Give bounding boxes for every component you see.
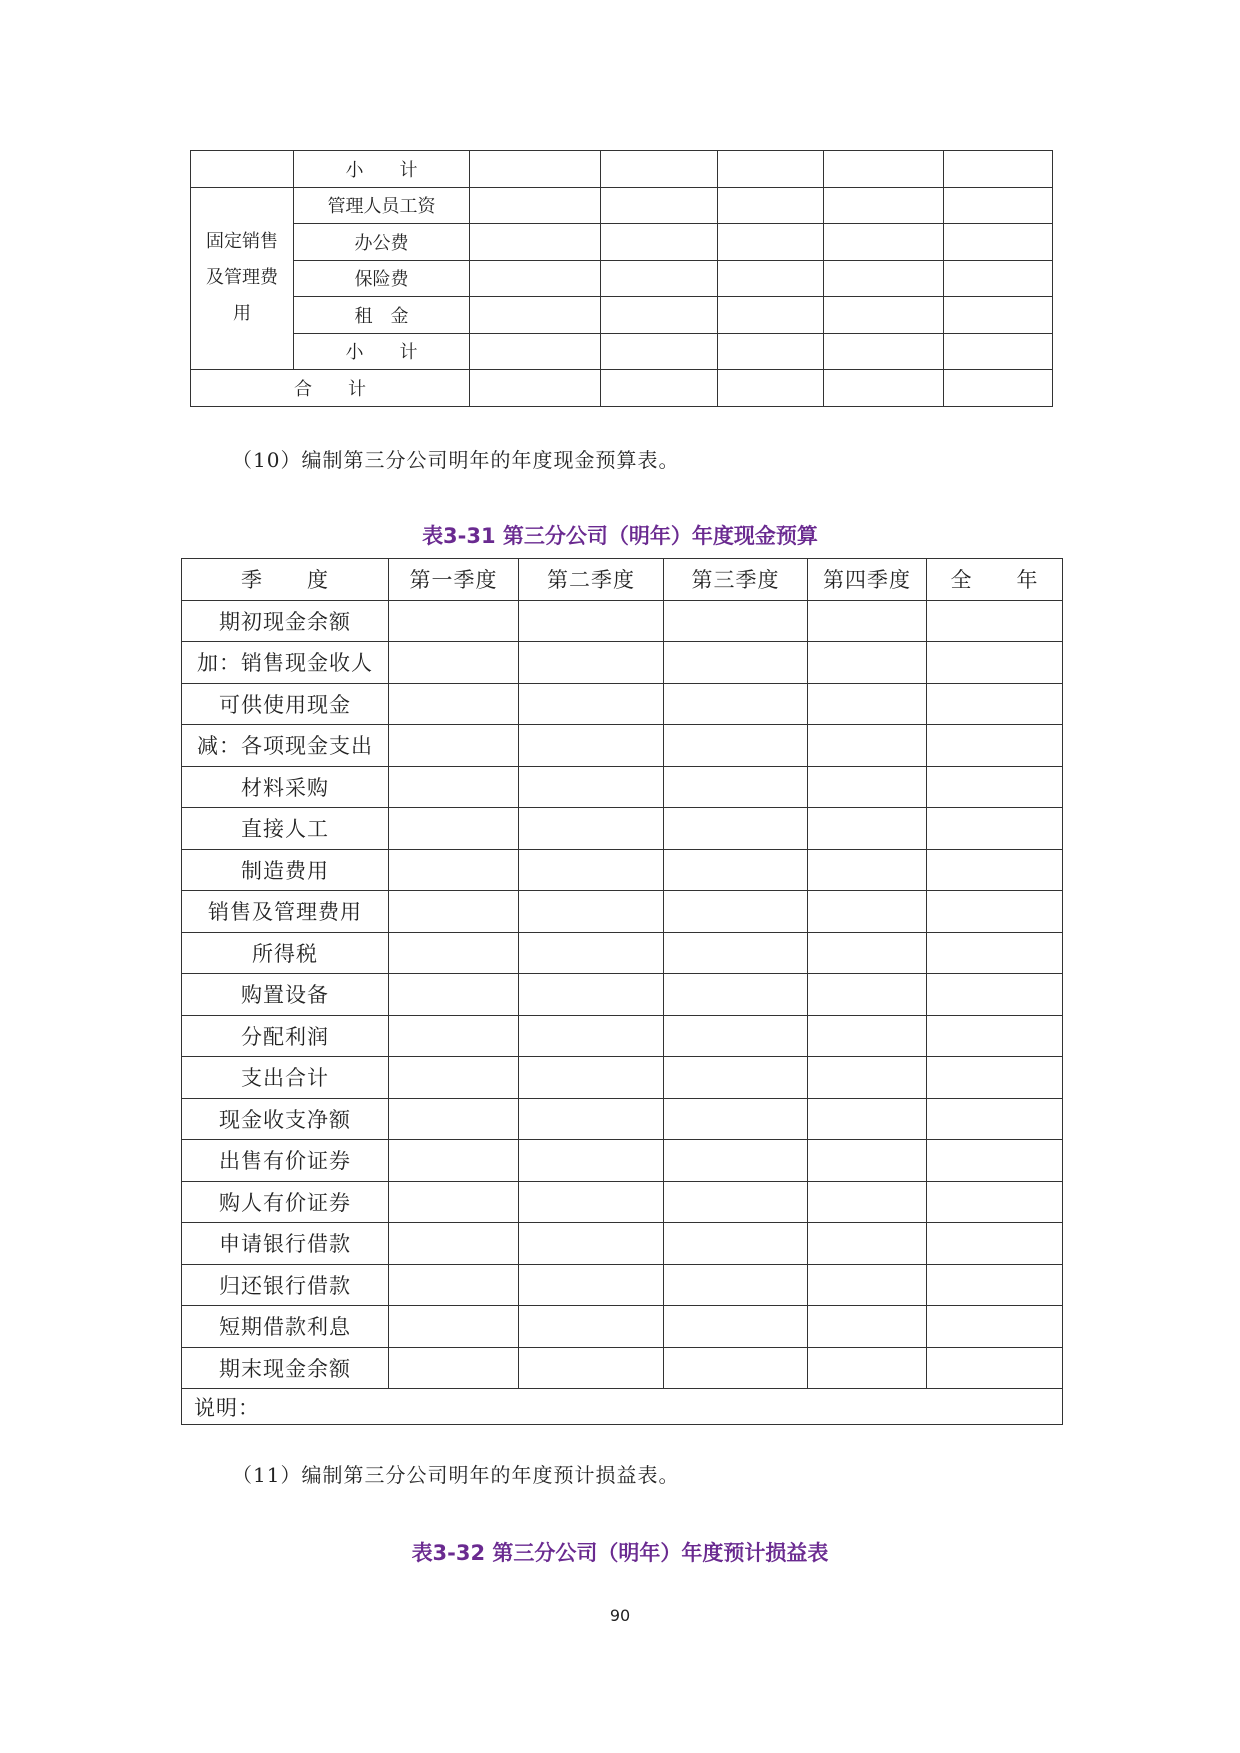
table-cell (389, 683, 519, 725)
table-cell (389, 849, 519, 891)
table-row (182, 600, 1063, 642)
row-label: 办公费 (294, 224, 470, 261)
column-header: 第四季度 (808, 559, 927, 601)
column-header: 第二季度 (519, 559, 664, 601)
table-cell (519, 1181, 664, 1223)
table-cell (519, 849, 664, 891)
table-row (191, 224, 1053, 261)
table-cell (519, 891, 664, 933)
table-cell (664, 1306, 808, 1348)
table-row (182, 932, 1063, 974)
cash-budget-table (181, 558, 1063, 1425)
table-cell (808, 1181, 927, 1223)
table-cell (808, 1140, 927, 1182)
row-label: 直接人工 (182, 808, 389, 850)
table-cell (519, 766, 664, 808)
table-cell (808, 725, 927, 767)
table-cell (389, 974, 519, 1016)
table-cell (389, 1264, 519, 1306)
table-cell (389, 1015, 519, 1057)
table-cell (519, 725, 664, 767)
table-cell (519, 1098, 664, 1140)
row-label: 减：各项现金支出 (182, 725, 389, 767)
table-cell (808, 683, 927, 725)
table-cell (389, 1057, 519, 1099)
table-cell (808, 849, 927, 891)
table-row (182, 1057, 1063, 1099)
table-cell (808, 1264, 927, 1306)
table-cell (389, 1306, 519, 1348)
table-row (182, 642, 1063, 684)
table-row (182, 808, 1063, 850)
table-row (191, 151, 1053, 188)
table-row (182, 766, 1063, 808)
table-cell (389, 766, 519, 808)
row-label: 购人有价证券 (182, 1181, 389, 1223)
table-cell (664, 725, 808, 767)
table-cell (927, 1181, 1063, 1223)
paragraph-11: （11）编制第三分公司明年的年度预计损益表。 (232, 1463, 680, 1487)
row-label: 材料采购 (182, 766, 389, 808)
table-row (191, 370, 1053, 407)
table-cell (519, 1306, 664, 1348)
table-cell (927, 1306, 1063, 1348)
table-cell (664, 766, 808, 808)
table-cell (519, 683, 664, 725)
table-cell (927, 1264, 1063, 1306)
column-header: 第一季度 (389, 559, 519, 601)
row-label: 租 金 (294, 297, 470, 334)
table-header-row (182, 559, 1063, 601)
group-label: 固定销售 及管理费 用 (191, 187, 294, 370)
table-cell (519, 1057, 664, 1099)
column-header: 第三季度 (664, 559, 808, 601)
table-row (182, 683, 1063, 725)
table-cell (927, 1015, 1063, 1057)
table-cell (664, 1057, 808, 1099)
table-cell (927, 808, 1063, 850)
table-caption-3-32: 表3-32 第三分公司（明年）年度预计损益表 (411, 1541, 829, 1565)
table-cell (519, 1015, 664, 1057)
table-row (182, 1264, 1063, 1306)
table-cell (808, 808, 927, 850)
table-cell (664, 849, 808, 891)
table-note-row (182, 1389, 1063, 1425)
table-cell (927, 683, 1063, 725)
table-row (182, 849, 1063, 891)
table-row (182, 1015, 1063, 1057)
table-cell (519, 600, 664, 642)
table-cell (927, 642, 1063, 684)
table-cell (519, 808, 664, 850)
table-cell (664, 642, 808, 684)
column-header: 全 年 (927, 559, 1063, 601)
table-cell (808, 1347, 927, 1389)
table-cell (927, 932, 1063, 974)
table-cell (808, 1306, 927, 1348)
table-cell (389, 725, 519, 767)
table-row (182, 1223, 1063, 1265)
row-label: 制造费用 (182, 849, 389, 891)
table-row (182, 974, 1063, 1016)
paragraph-10: （10）编制第三分公司明年的年度现金预算表。 (232, 448, 680, 472)
row-label: 销售及管理费用 (182, 891, 389, 933)
table-cell (664, 1264, 808, 1306)
table-cell (927, 600, 1063, 642)
fixed-costs-table (190, 150, 1053, 407)
table-note: 说明： (182, 1389, 1063, 1425)
table-cell (519, 932, 664, 974)
table-cell (664, 932, 808, 974)
table-cell (664, 891, 808, 933)
table-cell (808, 1223, 927, 1265)
table-cell (389, 1347, 519, 1389)
table-cell (664, 974, 808, 1016)
table-cell (927, 1057, 1063, 1099)
row-label: 归还银行借款 (182, 1264, 389, 1306)
row-label: 支出合计 (182, 1057, 389, 1099)
table-cell (519, 1140, 664, 1182)
row-label: 分配利润 (182, 1015, 389, 1057)
table-cell (664, 600, 808, 642)
row-label: 申请银行借款 (182, 1223, 389, 1265)
row-label: 购置设备 (182, 974, 389, 1016)
table-cell (808, 932, 927, 974)
table-row (191, 297, 1053, 334)
table-cell (389, 808, 519, 850)
table-cell (808, 891, 927, 933)
table-cell (927, 1098, 1063, 1140)
table-cell (808, 1015, 927, 1057)
table-cell (927, 974, 1063, 1016)
table-cell (664, 1015, 808, 1057)
table-row (182, 725, 1063, 767)
row-label: 期初现金余额 (182, 600, 389, 642)
table-cell (664, 683, 808, 725)
table-cell (519, 642, 664, 684)
row-label: 所得税 (182, 932, 389, 974)
row-label: 小 计 (294, 333, 470, 370)
table-cell (664, 1347, 808, 1389)
row-label: 管理人员工资 (294, 187, 470, 224)
table-cell (389, 1223, 519, 1265)
page-number: 90 (609, 1606, 631, 1625)
table-cell (389, 1181, 519, 1223)
row-label: 小 计 (294, 151, 470, 188)
table-cell (664, 808, 808, 850)
table-cell (664, 1098, 808, 1140)
table-row (191, 260, 1053, 297)
table-cell (664, 1181, 808, 1223)
row-label: 短期借款利息 (182, 1306, 389, 1348)
table-row (182, 1306, 1063, 1348)
table-cell (927, 725, 1063, 767)
table-cell (927, 1140, 1063, 1182)
row-label: 加：销售现金收人 (182, 642, 389, 684)
table-cell (389, 600, 519, 642)
table-cell (389, 932, 519, 974)
table-cell (664, 1140, 808, 1182)
table-cell (808, 1098, 927, 1140)
table-cell (927, 766, 1063, 808)
table-cell (664, 1223, 808, 1265)
table-cell (927, 1347, 1063, 1389)
table-cell (389, 1140, 519, 1182)
table-cell (519, 1347, 664, 1389)
table-cell (808, 766, 927, 808)
table-cell (808, 974, 927, 1016)
total-label: 合 计 (191, 370, 470, 407)
table-cell (808, 642, 927, 684)
row-label: 保险费 (294, 260, 470, 297)
table-row (182, 1140, 1063, 1182)
table-row (182, 1347, 1063, 1389)
table-cell (927, 891, 1063, 933)
table-cell (927, 849, 1063, 891)
table-row (182, 1181, 1063, 1223)
row-label: 出售有价证券 (182, 1140, 389, 1182)
column-header: 季 度 (182, 559, 389, 601)
table-cell (389, 891, 519, 933)
table-row (182, 891, 1063, 933)
table-cell (389, 1098, 519, 1140)
table-row (182, 1098, 1063, 1140)
table-cell (808, 600, 927, 642)
table-cell (519, 1223, 664, 1265)
row-label: 现金收支净额 (182, 1098, 389, 1140)
table-caption-3-31: 表3-31 第三分公司（明年）年度现金预算 (422, 524, 818, 548)
row-label: 可供使用现金 (182, 683, 389, 725)
table-cell (927, 1223, 1063, 1265)
table-cell (519, 1264, 664, 1306)
table-cell (389, 642, 519, 684)
table-cell (519, 974, 664, 1016)
row-label: 期末现金余额 (182, 1347, 389, 1389)
table-cell (808, 1057, 927, 1099)
table-row (191, 333, 1053, 370)
table-row (191, 187, 1053, 224)
